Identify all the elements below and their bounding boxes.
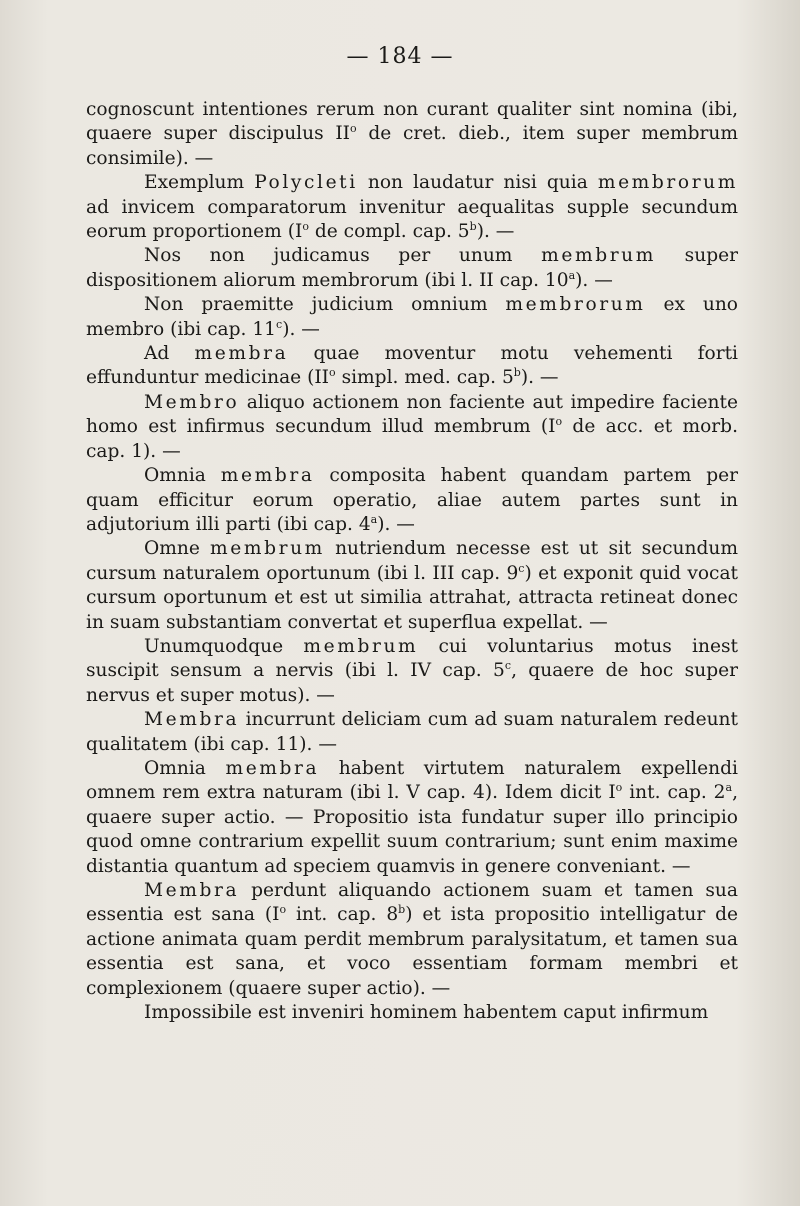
paragraph [86,293,738,342]
spaced-term: membra [225,757,320,779]
text-run: ). — [520,367,559,389]
text-run: de cret. dieb., item super membrum consimile). — [86,123,738,169]
paragraph [86,391,738,464]
spaced-term: membrorum [597,172,738,194]
text-run: Omnia [144,465,221,487]
text-run: ex uno membro (ibi cap. 11 [86,294,738,340]
superscript: o [350,122,357,136]
body-text [86,98,738,1025]
superscript: b [513,366,521,380]
superscript: c [504,659,512,673]
text-run: ). — [282,318,320,340]
spaced-term: Membra [144,709,240,731]
superscript: o [302,219,309,233]
superscript: b [398,903,406,917]
page-number: — 184 — [346,44,454,69]
superscript: a [725,781,733,795]
paragraph [86,708,738,757]
superscript: a [568,268,576,282]
text-run: Impossibile est inveniri hominem habentem caput infirmum [144,1002,709,1024]
superscript: o [329,366,336,380]
text-run: super dispositionem aliorum membrorum (ibi l. II cap. 10 [86,245,738,291]
paragraph [86,1001,738,1025]
superscript: o [615,781,623,795]
spaced-term: membrum [303,635,419,657]
text-run: cognoscunt intentiones rerum non curant qualiter sint nomina (ibi, quaere super discipulus II [86,99,738,145]
text-run: de acc. et morb. cap. 1). — [86,416,738,462]
superscript: o [555,415,563,429]
superscript: a [370,512,378,526]
superscript: c [276,317,283,331]
spaced-term: Membro [144,391,240,413]
spaced-term: membrum [541,245,656,267]
spaced-term: Membra [144,880,240,901]
paragraph [86,879,738,1001]
text-run: , quaere de hoc super nervus et super motus). — [86,660,738,706]
text-run: nutriendum necesse est ut sit secundum cursum naturalem oportunum (ibi l. III cap. 9 [86,538,738,584]
text-run: ) et exponit quid vocat cursum oportunum et est ut similia attrahat, attracta retineat donec in suam substantiam convertat et superflua expellat. — [86,562,739,633]
text-run: cui voluntarius motus inest suscipit sensum a nervis (ibi l. IV cap. 5 [86,635,738,682]
paragraph [86,464,738,537]
paragraph [86,98,738,171]
superscript: o [279,903,287,917]
text-run: Nos non judicamus per unum [144,245,542,267]
text-run: Ad [144,343,195,365]
paragraph [86,342,738,391]
text-run: Omne [144,538,211,560]
paragraph [86,537,738,635]
text-run: ) et ista propositio intelligatur de actione animata quam perdit membrum paralysitatum, et tamen sua essentia est sana, et voco essentiam formam membri et complexionem (quaere super actio). — [86,904,738,999]
text-run: quae moventur motu vehementi forti effunduntur medicinae (II [86,343,738,389]
text-run: Unumquodque [144,635,304,657]
text-run: ). — [476,221,515,243]
text-run: Exemplum [144,172,255,194]
text-run: ad invicem comparatorum invenitur aequalitas supple secundum eorum proportionem (I [86,196,738,243]
spaced-term: membra [194,343,289,365]
paragraph [86,244,738,293]
text-run: composita habent quandam partem per quam efficitur eorum operatio, aliae autem partes sunt in adjutorium illi parti (ibi cap. 4 [86,465,739,535]
text-run: incurrunt deliciam cum ad suam naturalem redeunt qualitatem (ibi cap. 11). — [86,709,738,755]
spaced-term: Polycleti [254,172,358,194]
spaced-term: membra [220,465,315,487]
spaced-term: membrum [210,538,325,560]
text-run: perdunt aliquando actionem suam et tamen sua essentia est sana (I [86,880,738,926]
text-run: ). — [377,513,415,535]
superscript: c [518,561,525,575]
spaced-term: membrorum [505,294,646,316]
text-run: de compl. cap. 5 [308,221,470,243]
text-run: habent virtutem naturalem expellendi omnem rem extra naturam (ibi l. V cap. 4). Idem dicit I [86,757,738,804]
text-run: Non praemitte judicium omnium [144,294,506,316]
text-run: ). — [575,269,613,291]
paragraph [86,171,738,244]
text-run: Omnia [144,757,226,779]
text-run: int. cap. 8 [286,904,399,926]
text-run: , quaere super actio. — Propositio ista fundatur super illo principio quod omne contrarium expellit suum contrarium; sunt enim maxime distantia quantum ad speciem quamvis in genere conveniant. — [86,782,738,877]
superscript: b [469,219,477,233]
text-run: simpl. med. cap. 5 [335,367,514,389]
paragraph [86,635,738,708]
text-run: int. cap. 2 [622,782,726,804]
paragraph [86,757,738,879]
text-run: aliquo actionem non faciente aut impedire faciente homo est infirmus secundum illud membrum (I [86,391,738,438]
text-run: non laudatur nisi quia [357,172,598,194]
